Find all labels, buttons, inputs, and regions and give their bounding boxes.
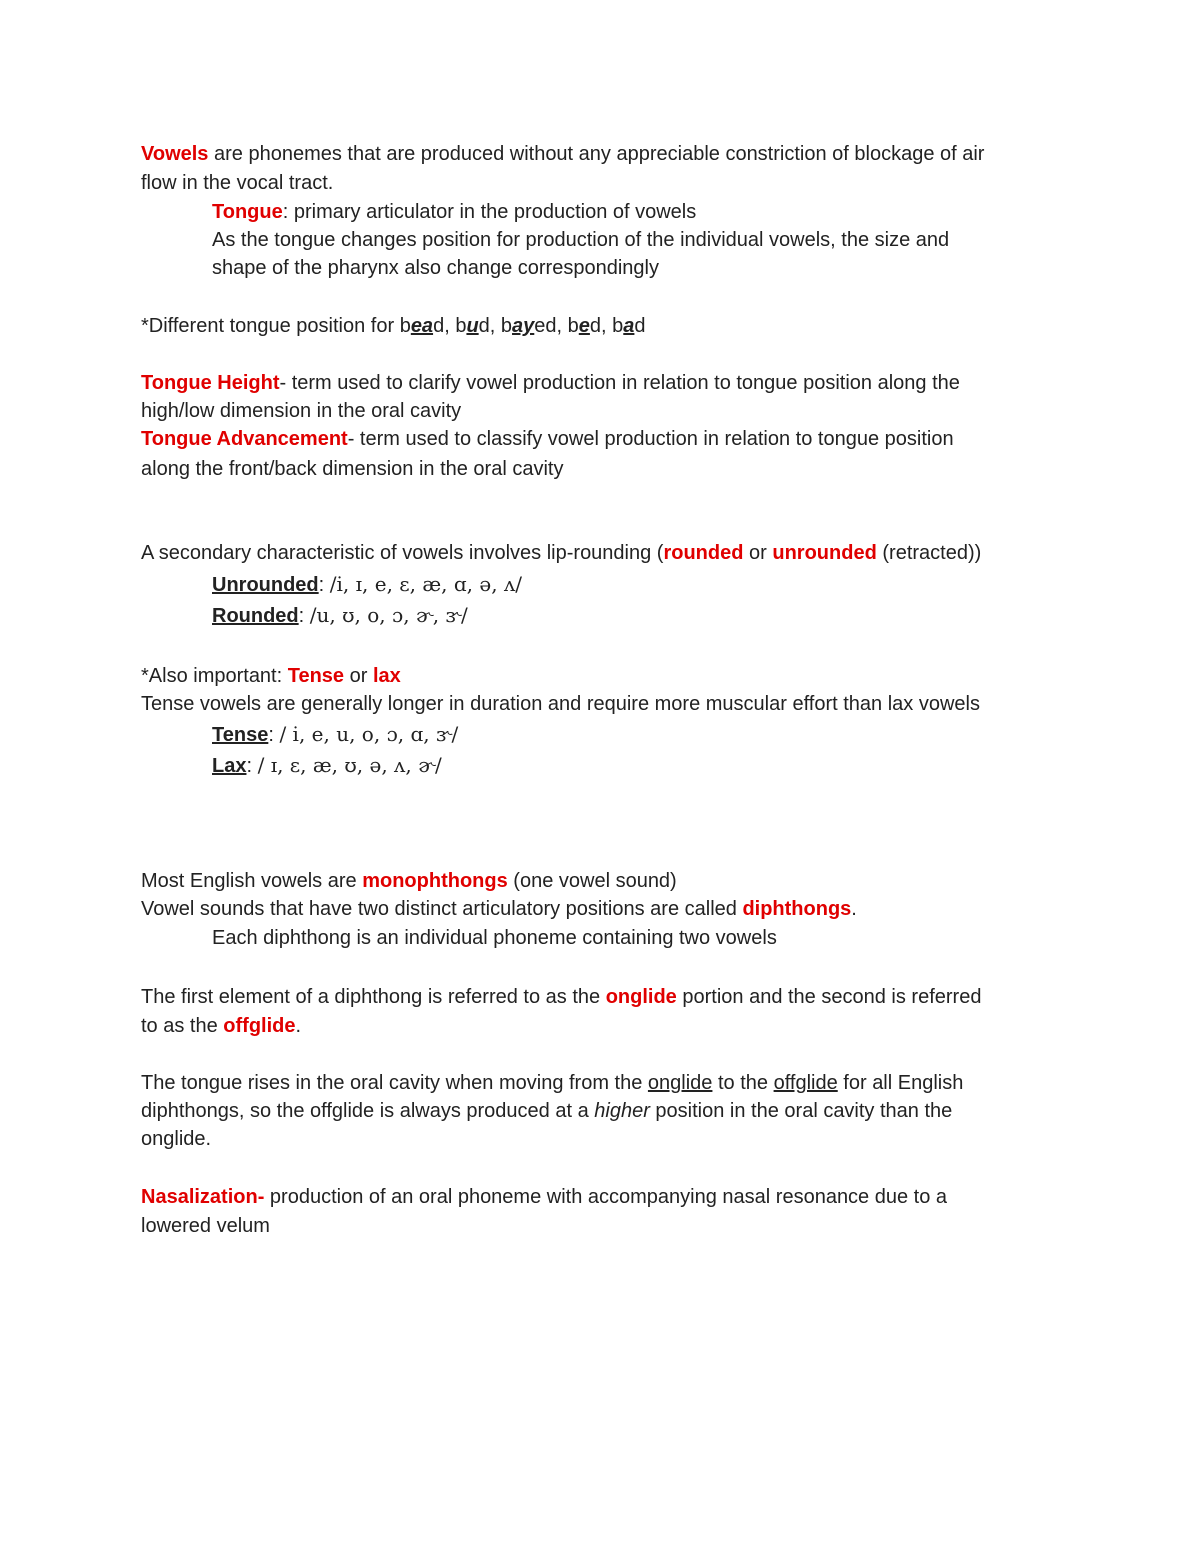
tongue-note-line1: As the tongue changes position for production of the individual vowels, the size and (212, 229, 950, 251)
lax-vowels: Lax: / ɪ, ɛ, æ, ʊ, ə, ʌ, ɚ/ (212, 753, 442, 777)
tongue-height-line1: Tongue Height- term used to clarify vowel production in relation to tongue position along the (141, 372, 960, 394)
term-tongue-advancement: Tongue Advancement (141, 428, 348, 450)
italic-higher: higher (594, 1100, 650, 1122)
underlined-onglide: onglide (647, 1072, 713, 1094)
also-important: *Also important: Tense or lax (141, 665, 401, 687)
example-word: bad (612, 315, 646, 337)
tongue-note-line2: shape of the pharynx also change correspondingly (212, 257, 659, 279)
term-vowels: Vowels (141, 143, 209, 165)
tense-vowels: Tense: / i, e, u, o, ɔ, ɑ, ɝ/ (212, 722, 459, 746)
unrounded-vowels: Unrounded: /i, ɪ, e, ɛ, æ, ɑ, ə, ʌ/ (212, 572, 522, 596)
term-offglide: offglide (223, 1015, 296, 1037)
vowel-spelling: a (623, 315, 635, 337)
tense-explanation: Tense vowels are generally longer in duration and require more muscular effort than lax vowels (141, 693, 980, 715)
term-tongue-height: Tongue Height (141, 372, 280, 394)
rounded-symbols: /u, ʊ, o, ɔ, ɚ, ɝ/ (309, 603, 468, 627)
vowels-definition-line1: Vowels are phonemes that are produced without any appreciable constriction of blockage of air (141, 143, 985, 165)
term-monophthongs: monophthongs (362, 870, 508, 892)
label-rounded: Rounded (212, 605, 299, 627)
tongue-height-line2: high/low dimension in the oral cavity (141, 400, 462, 422)
term-diphthongs: diphthongs (742, 898, 852, 920)
example-word: bud (455, 315, 490, 337)
label-tense: Tense (212, 724, 269, 746)
lax-symbols: / ɪ, ɛ, æ, ʊ, ə, ʌ, ɚ/ (257, 753, 442, 777)
example-words: bead, bud, bayed, bed, bad (399, 315, 646, 337)
tense-symbols: / i, e, u, o, ɔ, ɑ, ɝ/ (279, 722, 459, 746)
vowels-definition-line2: flow in the vocal tract. (141, 172, 334, 194)
label-lax: Lax (212, 755, 247, 777)
tongue-rises-line1: The tongue rises in the oral cavity when moving from the onglide to the offglide for all English (141, 1072, 964, 1094)
example-word: bed (567, 315, 602, 337)
label-unrounded: Unrounded (212, 574, 319, 596)
term-rounded: rounded (663, 542, 744, 564)
rounded-vowels: Rounded: /u, ʊ, o, ɔ, ɚ, ɝ/ (212, 603, 468, 627)
tongue-definition: Tongue: primary articulator in the production of vowels (212, 201, 697, 223)
tongue-advancement-line1: Tongue Advancement- term used to classify vowel production in relation to tongue position (141, 428, 954, 450)
secondary-characteristic: A secondary characteristic of vowels involves lip-rounding (rounded or unrounded (retracted)) (141, 542, 982, 564)
onglide-line2: to as the offglide. (141, 1015, 302, 1037)
underlined-offglide: offglide (773, 1072, 838, 1094)
different-tongue-positions: *Different tongue position for bead, bud, bayed, bed, bad (141, 315, 646, 337)
onglide-line1: The first element of a diphthong is referred to as the onglide portion and the second is referred (141, 986, 982, 1008)
example-word: bead (399, 315, 445, 337)
vowel-spelling: ea (410, 315, 434, 337)
nasalization-line2: lowered velum (141, 1215, 270, 1237)
term-nasalization: Nasalization- (141, 1186, 265, 1208)
unrounded-symbols: /i, ɪ, e, ɛ, æ, ɑ, ə, ʌ/ (329, 572, 522, 596)
diphthongs-line: Vowel sounds that have two distinct articulatory positions are called diphthongs. (141, 898, 857, 920)
term-onglide: onglide (605, 986, 677, 1008)
vowel-spelling: ay (512, 315, 535, 337)
monophthongs-line: Most English vowels are monophthongs (one vowel sound) (141, 870, 677, 892)
example-word: bayed (500, 315, 557, 337)
each-diphthong: Each diphthong is an individual phoneme containing two vowels (212, 927, 777, 949)
tongue-advancement-line2: along the front/back dimension in the oral cavity (141, 458, 564, 480)
vowel-spelling: u (466, 315, 479, 337)
nasalization-line1: Nasalization- production of an oral phoneme with accompanying nasal resonance due to a (141, 1186, 948, 1208)
vowel-spelling: e (578, 315, 590, 337)
tongue-rises-line3: onglide. (141, 1128, 212, 1150)
term-unrounded: unrounded (772, 542, 877, 564)
tongue-rises-line2: diphthongs, so the offglide is always produced at a higher position in the oral cavity than the (141, 1100, 953, 1122)
term-lax: lax (372, 665, 401, 687)
term-tongue: Tongue (212, 201, 283, 223)
term-tense: Tense (287, 665, 345, 687)
